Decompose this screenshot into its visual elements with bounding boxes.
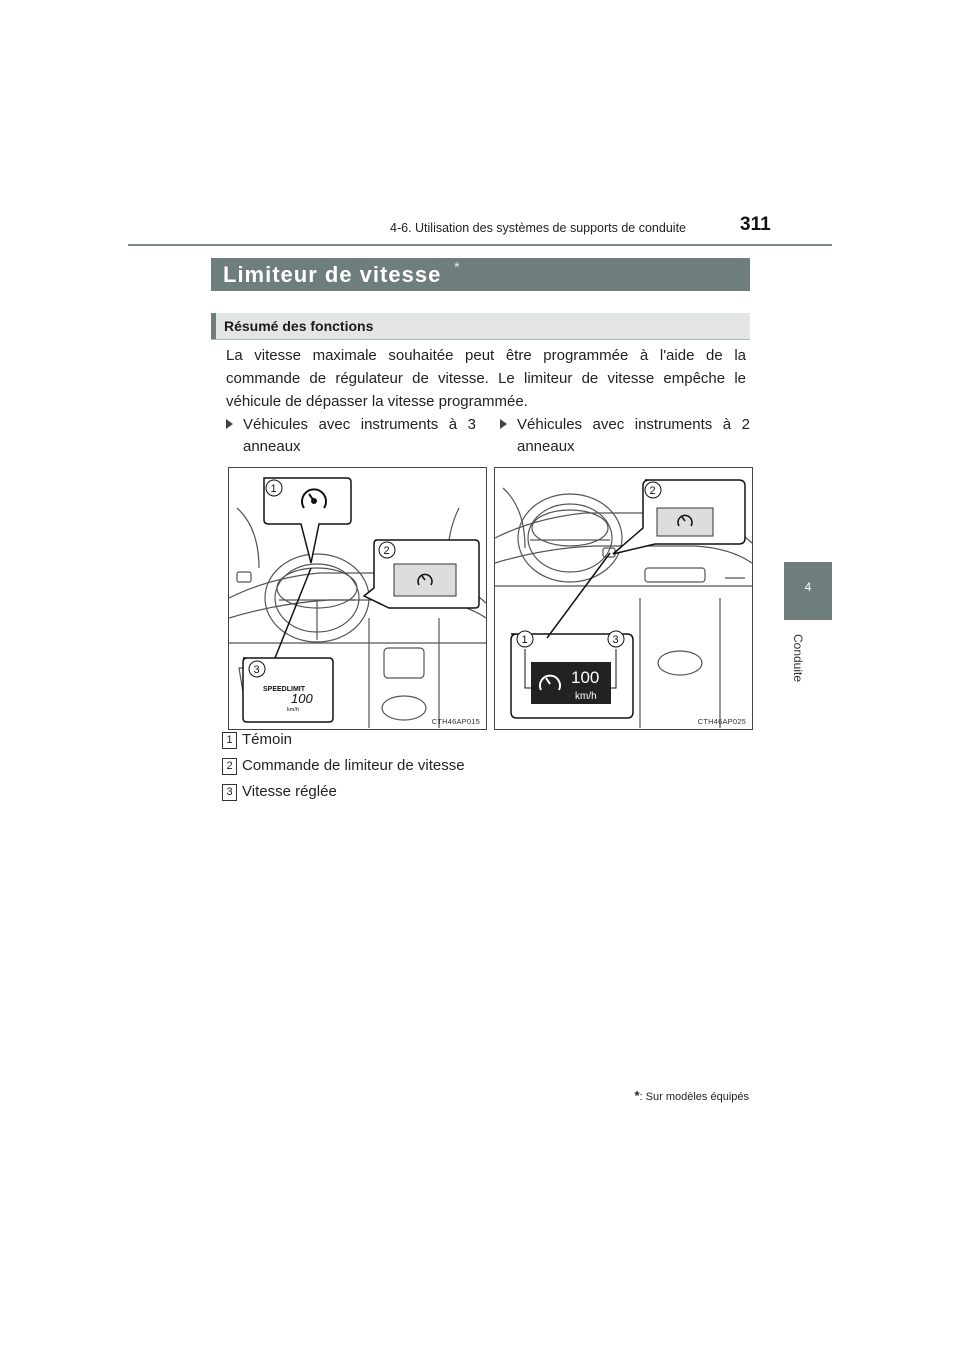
chevron-right-icon	[226, 419, 233, 429]
legend-number: 1	[222, 732, 237, 749]
section-title: Limiteur de vitesse	[223, 262, 442, 287]
subsection-bar	[211, 313, 750, 340]
legend-number: 3	[222, 784, 237, 801]
callout-2: 2	[649, 485, 656, 497]
dashboard-illustration	[229, 468, 486, 729]
variant-3-rings	[226, 414, 476, 458]
legend-text: Commande de limiteur de vitesse	[242, 757, 465, 774]
page-number: 311	[740, 214, 771, 235]
display-unit: km/h	[287, 707, 299, 713]
footnote-text: : Sur modèles équipés	[639, 1091, 749, 1103]
equipped-asterisk: *	[454, 259, 460, 276]
variant-label: Véhicules avec instruments à 3 anneaux	[243, 416, 476, 455]
figure-code: CTH46AP015	[431, 717, 480, 726]
section-title-bar	[211, 258, 750, 291]
section-header: 4-6. Utilisation des systèmes de supports de conduite	[390, 221, 686, 235]
footnote-asterisk: *	[634, 1088, 640, 1103]
callout-1: 1	[521, 634, 528, 646]
callout-3: 3	[253, 664, 260, 676]
variant-2-rings	[500, 414, 750, 458]
legend-text: Témoin	[242, 731, 293, 748]
figure-2-rings	[494, 467, 753, 730]
display-value: 100	[291, 691, 313, 706]
chapter-label-text: Conduite	[791, 633, 805, 683]
dashboard-illustration	[495, 468, 752, 729]
footnote	[634, 1088, 749, 1103]
intro-paragraph: La vitesse maximale souhaitée peut être programmée à l'aide de la commande de régulateur de vitesse. Le limiteur de vitesse empêche le véhicule de dépasser la vitesse programmée.	[226, 347, 746, 410]
figure-3-rings	[228, 467, 487, 730]
chevron-right-icon	[500, 419, 507, 429]
display-label: SPEEDLIMIT	[263, 686, 306, 693]
figure-code: CTH46AP025	[697, 717, 746, 726]
variant-label: Véhicules avec instruments à 2 anneaux	[517, 416, 750, 455]
legend-number: 2	[222, 758, 237, 775]
display-value: 100	[571, 668, 600, 687]
subsection-title: Résumé des fonctions	[224, 318, 374, 334]
header-rule	[128, 244, 832, 246]
display-unit: km/h	[575, 691, 597, 702]
callout-1: 1	[270, 483, 277, 495]
callout-2: 2	[383, 545, 390, 557]
subsection-accent	[211, 313, 216, 339]
chapter-number: 4	[804, 580, 812, 594]
chapter-tab	[784, 562, 832, 620]
callout-3: 3	[612, 634, 619, 646]
legend-text: Vitesse réglée	[242, 783, 337, 800]
chapter-label	[790, 628, 806, 688]
